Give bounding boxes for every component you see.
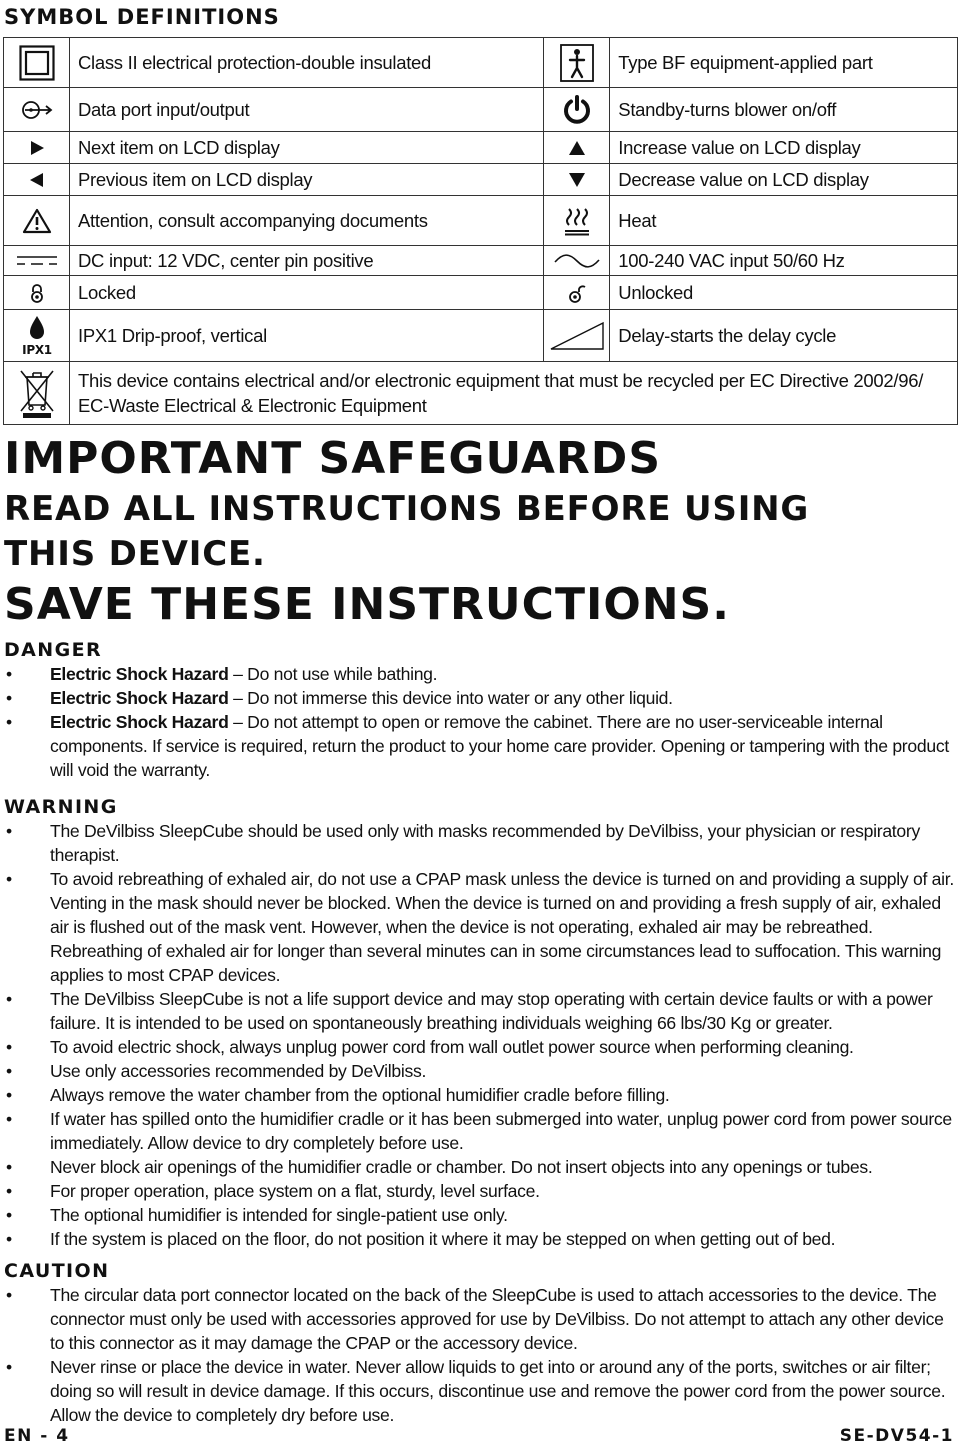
hazard-text: – Do not use while bathing. xyxy=(228,664,438,684)
heat-icon xyxy=(544,196,610,246)
list-item: • If water has spilled onto the humidifier cradle or it has been submerged into water, unplug power cord from power source immediately. Allow device to dry completely before use. xyxy=(6,1109,952,1153)
list-item: • Use only accessories recommended by DeVilbiss. xyxy=(6,1061,427,1081)
ipx1-icon-label: IPX1 xyxy=(21,342,52,357)
caution-list xyxy=(0,1283,960,1427)
symbol-row xyxy=(4,196,958,246)
symbol-definitions-title: SYMBOL DEFINITIONS xyxy=(4,5,280,29)
symbol-text: Increase value on LCD display xyxy=(610,132,958,164)
dc-input-icon xyxy=(4,246,70,276)
danger-label: DANGER xyxy=(4,639,102,661)
weee-line-1: This device contains electrical and/or electronic equipment that must be recycled per EC Directive 2002/96/ xyxy=(78,370,924,391)
symbol-row xyxy=(4,276,958,310)
hazard-label: Electric Shock Hazard xyxy=(50,688,229,708)
bullet-icon: • xyxy=(6,1357,12,1377)
ac-wave-icon xyxy=(544,246,610,276)
triangle-right-icon xyxy=(4,132,70,164)
bullet-icon: • xyxy=(6,1085,12,1105)
symbol-text: Previous item on LCD display xyxy=(70,164,544,196)
list-item: • The optional humidifier is intended for single-patient use only. xyxy=(6,1205,508,1225)
bullet-icon: • xyxy=(6,1205,12,1225)
read-instructions-heading-line-2: THIS DEVICE. xyxy=(4,534,266,574)
symbol-row xyxy=(4,246,958,276)
symbol-text: Type BF equipment-applied part xyxy=(610,38,958,88)
bullet-icon: • xyxy=(6,664,12,684)
hazard-label: Electric Shock Hazard xyxy=(50,712,229,732)
bullet-icon: • xyxy=(6,1061,12,1081)
triangle-down-icon xyxy=(544,164,610,196)
delay-ramp-icon xyxy=(544,310,610,362)
list-item: • Never block air openings of the humidifier cradle or chamber. Do not insert objects into any openings or tubes. xyxy=(6,1157,873,1177)
list-item: • Always remove the water chamber from the optional humidifier cradle before filling. xyxy=(6,1085,670,1105)
list-item: • To avoid electric shock, always unplug power cord from wall outlet power source when performing cleaning. xyxy=(6,1037,854,1057)
hazard-label: Electric Shock Hazard xyxy=(50,664,229,684)
bullet-icon: • xyxy=(6,712,12,732)
list-item xyxy=(0,662,960,686)
symbol-row xyxy=(4,164,958,196)
bullet-icon: • xyxy=(6,1229,12,1249)
bullet-icon: • xyxy=(6,688,12,708)
triangle-left-icon xyxy=(4,164,70,196)
list-item: • The circular data port connector located on the back of the SleepCube is used to attach accessories to the device. The connector must only be used with accessories approved for use by DeVilbiss. Do not attempt to attach any other device to this connector as it may damage the CPAP or the accessory device. xyxy=(6,1285,944,1353)
list-item xyxy=(0,710,960,782)
lock-closed-icon xyxy=(4,276,70,310)
attention-warning-icon xyxy=(4,196,70,246)
symbol-text: Next item on LCD display xyxy=(70,132,544,164)
caution-section xyxy=(0,1259,960,1427)
symbol-text: 100-240 VAC input 50/60 Hz xyxy=(610,246,958,276)
symbol-row xyxy=(4,132,958,164)
weee-crossed-bin-icon xyxy=(4,362,70,425)
list-item: • The DeVilbiss SleepCube is not a life support device and may stop operating with certain device faults or with a power failure. It is intended to be used on spontaneously breathing individuals weighing 66 lbs/30 Kg or greater. xyxy=(6,989,933,1033)
bullet-icon: • xyxy=(6,1157,12,1177)
symbol-text: Unlocked xyxy=(610,276,958,310)
class-ii-square-icon xyxy=(4,38,70,88)
hazard-text: – Do not immerse this device into water or any other liquid. xyxy=(228,688,673,708)
symbol-text: DC input: 12 VDC, center pin positive xyxy=(70,246,544,276)
caution-label: CAUTION xyxy=(4,1260,110,1282)
list-item: • For proper operation, place system on a flat, sturdy, level surface. xyxy=(6,1181,540,1201)
symbol-text: Heat xyxy=(610,196,958,246)
symbol-row xyxy=(4,88,958,132)
symbol-row xyxy=(4,38,958,88)
warning-list xyxy=(0,819,960,1251)
symbol-text: IPX1 Drip-proof, vertical xyxy=(70,310,544,362)
symbol-definitions-table xyxy=(3,37,958,425)
list-item xyxy=(0,686,960,710)
triangle-up-icon xyxy=(544,132,610,164)
document-code: SE-DV54-1 xyxy=(839,1426,954,1446)
symbol-row-weee xyxy=(4,362,958,425)
hazard-text: – Do not attempt to open or remove the cabinet. There are no user-serviceable internal components. If service is required, return the product to your home care provider. Opening or tampering with the product will void the warranty. xyxy=(50,712,949,780)
weee-line-2: EC-Waste Electrical & Electronic Equipment xyxy=(78,395,427,416)
power-standby-icon xyxy=(544,88,610,132)
ipx1-drip-icon xyxy=(4,310,70,362)
symbol-text: Delay-starts the delay cycle xyxy=(610,310,958,362)
bullet-icon: • xyxy=(6,1037,12,1057)
list-item: • If the system is placed on the floor, do not position it where it may be stepped on when getting out of bed. xyxy=(6,1229,836,1249)
warning-section xyxy=(0,795,960,1251)
important-safeguards-heading: IMPORTANT SAFEGUARDS xyxy=(4,433,662,484)
symbol-text: Locked xyxy=(70,276,544,310)
bullet-icon: • xyxy=(6,1181,12,1201)
read-instructions-heading-line-1: READ ALL INSTRUCTIONS BEFORE USING xyxy=(4,489,810,529)
list-item: • The DeVilbiss SleepCube should be used only with masks recommended by DeVilbiss, your physician or respiratory therapist. xyxy=(6,821,920,865)
warning-label: WARNING xyxy=(4,796,118,818)
list-item: • Never rinse or place the device in water. Never allow liquids to get into or around any of the ports, switches or air filter; doing so will result in device damage. If this occurs, discontinue use and remove the power cord from the power source. Allow the device to completely dry before use. xyxy=(6,1357,946,1425)
bullet-icon: • xyxy=(6,989,12,1009)
symbol-text: Class II electrical protection-double insulated xyxy=(70,38,544,88)
weee-text xyxy=(70,362,958,425)
bullet-icon: • xyxy=(6,821,12,841)
list-item: • To avoid rebreathing of exhaled air, do not use a CPAP mask unless the device is turned on and providing a supply of air. Venting in the mask should never be blocked. When the device is turned on and providing a fresh supply of air, exhaled air is flushed out of the mask vent. However, when the device is not operating, exhaled air may be rebreathed. Rebreathing of exhaled air for longer than several minutes can in some circumstances lead to suffocation. This warning applies to most CPAP devices. xyxy=(6,869,954,985)
symbol-text: Data port input/output xyxy=(70,88,544,132)
bullet-icon: • xyxy=(6,869,12,889)
danger-section xyxy=(0,638,960,782)
danger-list xyxy=(0,662,960,782)
lock-open-icon xyxy=(544,276,610,310)
symbol-text: Decrease value on LCD display xyxy=(610,164,958,196)
data-port-icon xyxy=(4,88,70,132)
save-instructions-heading: SAVE THESE INSTRUCTIONS. xyxy=(4,579,730,630)
page-number: EN - 4 xyxy=(4,1426,70,1446)
bullet-icon: • xyxy=(6,1285,12,1305)
symbol-text: Standby-turns blower on/off xyxy=(610,88,958,132)
bullet-icon: • xyxy=(6,1109,12,1129)
symbol-text: Attention, consult accompanying documents xyxy=(70,196,544,246)
symbol-row xyxy=(4,310,958,362)
type-bf-person-icon xyxy=(544,38,610,88)
